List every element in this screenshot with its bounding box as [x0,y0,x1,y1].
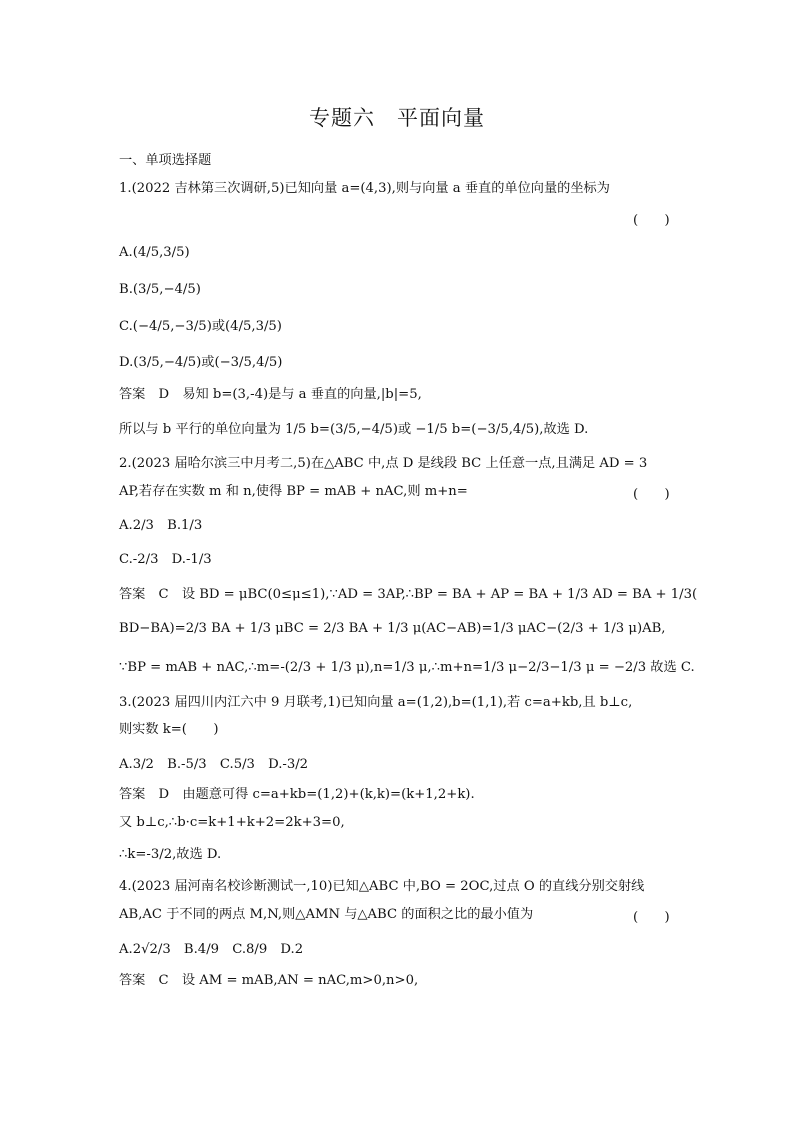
q4-stem-line-1: 4.(2023 届河南名校诊断测试一,10)已知△ABC 中,BO = 2OC,过点 O 的直线分别交射线 [119,879,645,894]
q1-option-b: B.(3/5,−4/5) [119,282,201,297]
q1-answer-paren: ( ) [633,213,670,228]
q2-stem-line-1: 2.(2023 届哈尔滨三中月考二,5)在△ABC 中,点 D 是线段 BC 上任意一点,且满足 AD = 3 [119,456,648,471]
q1-option-a: A.(4/5,3/5) [119,245,190,260]
q2-answer-line-2: BD−BA)=2/3 BA + 1/3 μBC = 2/3 BA + 1/3 μ(AC−AB)=1/3 μAC−(2/3 + 1/3 μ)AB, [119,621,666,636]
q3-stem-line-2: 则实数 k=( ) [119,722,219,737]
q2-answer-paren: ( ) [633,487,670,502]
q4-answer-line-1: 答案 C 设 AM = mAB,AN = nAC,m>0,n>0, [119,973,419,988]
q4-options: A.2√2/3 B.4/9 C.8/9 D.2 [119,942,304,957]
q4-answer-paren: ( ) [633,910,670,925]
q2-options-cd: C.-2/3 D.-1/3 [119,552,212,567]
q2-answer-line-3: ∵BP = mAB + nAC,∴m=-(2/3 + 1/3 μ),n=1/3 μ,∴m+n=1/3 μ−2/3−1/3 μ = −2/3 故选 C. [119,660,695,675]
q1-option-d: D.(3/5,−4/5)或(−3/5,4/5) [119,355,283,370]
q2-stem-line-2: AP,若存在实数 m 和 n,使得 BP = mAB + nAC,则 m+n= [119,484,468,499]
q3-options: A.3/2 B.-5/3 C.5/3 D.-3/2 [119,757,309,772]
page-title: 专题六 平面向量 [309,106,485,130]
q3-stem-line-1: 3.(2023 届四川内江六中 9 月联考,1)已知向量 a=(1,2),b=(1,1),若 c=a+kb,且 b⊥c, [119,695,633,710]
q1-answer-line-2: 所以与 b 平行的单位向量为 1/5 b=(3/5,−4/5)或 −1/5 b=(−3/5,4/5),故选 D. [119,422,589,437]
q1-option-c: C.(−4/5,−3/5)或(4/5,3/5) [119,319,282,334]
q1-answer-line-1: 答案 D 易知 b=(3,-4)是与 a 垂直的向量,|b|=5, [119,387,422,402]
q3-answer-line-3: ∴k=-3/2,故选 D. [119,847,222,862]
q2-answer-line-1: 答案 C 设 BD = μBC(0≤μ≤1),∵AD = 3AP,∴BP = BA + AP = BA + 1/3 AD = BA + 1/3( [119,587,698,602]
q4-stem-line-2: AB,AC 于不同的两点 M,N,则△AMN 与△ABC 的面积之比的最小值为 [119,907,534,922]
section-heading: 一、单项选择题 [119,153,212,168]
q1-stem: 1.(2022 吉林第三次调研,5)已知向量 a=(4,3),则与向量 a 垂直的单位向量的坐标为 [119,181,610,196]
q2-options-ab: A.2/3 B.1/3 [119,518,203,533]
q3-answer-line-1: 答案 D 由题意可得 c=a+kb=(1,2)+(k,k)=(k+1,2+k). [119,787,475,802]
q3-answer-line-2: 又 b⊥c,∴b·c=k+1+k+2=2k+3=0, [119,815,345,830]
